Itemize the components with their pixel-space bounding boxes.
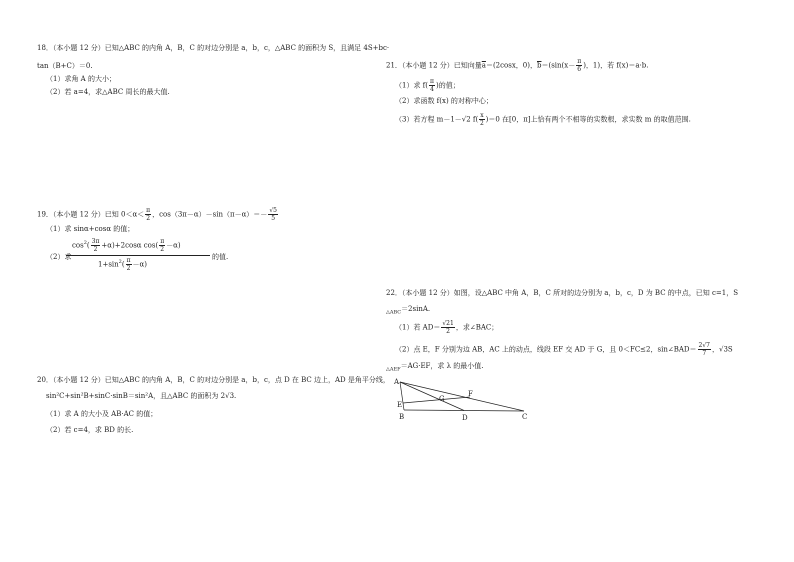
q22-area-subscript: △ABC xyxy=(386,309,402,316)
q19-fraction-denominator xyxy=(98,257,147,272)
q21-part3 xyxy=(395,112,691,127)
q19-root5-over-5 xyxy=(268,207,278,222)
q22-aef-subscript: △AEF xyxy=(386,366,401,373)
label-b: B xyxy=(399,413,405,421)
frac-den: 5 xyxy=(271,215,276,222)
q20-stem-line2 xyxy=(46,392,236,401)
q22-line2-c: sinA. xyxy=(412,305,431,313)
q22-2root7-over-7 xyxy=(698,342,711,357)
frac-num: π xyxy=(577,58,582,65)
q21-x-over-2 xyxy=(479,112,484,127)
q22-part1 xyxy=(395,320,498,335)
q21-stem-c: ＝(sin(x－ xyxy=(541,61,576,70)
q18-stem-line2: tan（B+C）＝0. xyxy=(37,62,93,70)
q22-part1-b: ，求∠BAC； xyxy=(455,323,499,332)
q22-stem-line4 xyxy=(386,362,484,374)
q18-stem-line1: 18．（本小题 12 分）已知△ABC 的内角 A，B，C 的对边分别是 a，b，c，△ABC 的面积为 S，且满足 4S+bc· xyxy=(37,44,390,52)
q22-triangle-figure xyxy=(388,374,538,426)
frac-den: 2 xyxy=(146,215,151,222)
frac-den: 2 xyxy=(160,246,165,253)
den-pi-over-2 xyxy=(126,257,132,272)
q22-stem-line1: 22．（本小题 12 分）如图，设△ABC 中角 A，B，C 所对的边分别为 a，b，c，D 为 BC 的中点，已知 c=1，S xyxy=(386,289,739,297)
frac-num: √21 xyxy=(442,320,454,327)
label-e: E xyxy=(397,401,403,409)
q19-fraction-numerator xyxy=(72,238,181,253)
label-g: G xyxy=(439,395,445,403)
q20-line2-c: . xyxy=(234,392,237,400)
q22-part2-b: ，√3S xyxy=(711,345,733,354)
q22-line2-b: ＝2 xyxy=(401,305,413,313)
segment-ad xyxy=(400,382,464,411)
frac-den: 6 xyxy=(577,66,582,73)
frac-den: 7 xyxy=(702,350,707,357)
q21-stem-e: a·b. xyxy=(635,61,649,70)
frac-den: 4 xyxy=(430,86,434,93)
frac-num: 2√7 xyxy=(698,342,710,349)
num-paren: ( xyxy=(86,241,90,250)
q19-stem xyxy=(37,207,279,222)
q18-part2: （2）若 a=4，求△ABC 周长的最大值. xyxy=(46,88,170,96)
frac-num: π xyxy=(160,238,165,245)
q20-stem-line1: 20．（本小题 12 分）已知△ABC 的内角 A，B，C 的对边分别是 a，b，c，点 D 在 BC 边上，AD 是角平分线， xyxy=(37,376,390,384)
frac-num: π xyxy=(430,78,434,85)
den-sin: 1+sin xyxy=(98,260,119,269)
q21-pi-over-6 xyxy=(576,58,582,73)
q21-vector-a: $\overline{a}$ xyxy=(481,61,486,70)
num-tail: －α) xyxy=(166,241,181,250)
q21-part1-b: )的值； xyxy=(435,81,460,90)
q22-line4-b: ＝AG·EF，求 λ 的最小值. xyxy=(400,362,484,370)
q19-stem-b: ，cos（3π－α）－sin（π－α）＝－ xyxy=(152,210,268,219)
frac-num: x xyxy=(480,112,484,119)
frac-num: 3π xyxy=(91,238,100,245)
frac-den: 2 xyxy=(126,265,131,272)
frac-den: 2 xyxy=(446,328,450,335)
q19-part2-lead: （2）求 xyxy=(46,253,72,261)
q21-stem-d: )，1)，若 f(x)＝ xyxy=(583,61,636,70)
q21-part3-a: （3）若方程 m－1－√2 f( xyxy=(395,115,479,124)
q21-vector-b: $\overline{b}$ xyxy=(537,61,542,70)
frac-den: 2 xyxy=(480,120,484,127)
frac-num: π xyxy=(126,257,131,264)
q22-root21-over-2 xyxy=(441,320,454,335)
num-pi-over-2 xyxy=(159,238,165,253)
q22-part2 xyxy=(395,342,733,357)
q19-big-fraction xyxy=(66,238,210,274)
q21-stem-b: ＝(2cosx，0)， xyxy=(485,61,537,70)
frac-num: π xyxy=(146,207,151,214)
q20-root3: √3 xyxy=(225,392,235,400)
den-paren: ( xyxy=(121,260,125,269)
q21-stem xyxy=(386,58,648,73)
q19-pi-over-2 xyxy=(145,207,151,222)
q21-part1-a: （1）求 f( xyxy=(395,81,429,90)
label-d: D xyxy=(462,414,468,422)
frac-num: √5 xyxy=(269,207,277,214)
q19-part2-tail: 的值. xyxy=(212,253,229,261)
q22-part2-a: （2）点 E，F 分别为边 AB，AC 上的动点，线段 EF 交 AD 于 G，且 0＜FC≤2，sin∠BAD＝ xyxy=(395,345,697,354)
q21-part3-b: )＝0 在[0，π]上恰有两个不相等的实数根，求实数 m 的取值范围. xyxy=(485,115,691,124)
frac-den: 2 xyxy=(93,246,98,253)
q19-stem-a: 19．（本小题 12 分）已知 0＜α＜ xyxy=(37,210,145,219)
den-tail: －α) xyxy=(132,260,148,269)
q21-stem-a: 21．（本小题 12 分）已知向量 xyxy=(386,61,482,70)
num-square: 2 xyxy=(83,240,87,247)
num-middle: +α)+2cosα cos( xyxy=(101,241,159,250)
num-cos: cos xyxy=(72,241,84,250)
q19-part1: （1）求 sinα+cosα 的值； xyxy=(46,225,135,233)
q20-part1: （1）求 A 的大小及 AB·AC 的值； xyxy=(46,410,158,418)
q20-line2-a: sin²C+sin²B+sinC·sinB＝sin²A，且△ABC 的面积为 2 xyxy=(46,392,226,400)
q18-part1: （1）求角 A 的大小； xyxy=(46,75,116,83)
q19-fraction-bar xyxy=(66,255,210,256)
q20-part2: （2）若 c=4，求 BD 的长. xyxy=(46,426,134,434)
q22-stem-line2 xyxy=(386,305,430,317)
label-a: A xyxy=(394,378,400,386)
q21-pi-over-4 xyxy=(429,78,435,93)
label-f: F xyxy=(468,390,473,398)
q21-part1 xyxy=(395,78,460,93)
label-c: C xyxy=(522,413,528,421)
q21-part2: （2）求函数 f(x) 的对称中心； xyxy=(395,97,493,105)
q22-part1-a: （1）若 AD＝ xyxy=(395,323,441,332)
segment-ac xyxy=(400,382,524,411)
num-3pi-over-2 xyxy=(91,238,101,253)
den-square: 2 xyxy=(118,259,122,266)
